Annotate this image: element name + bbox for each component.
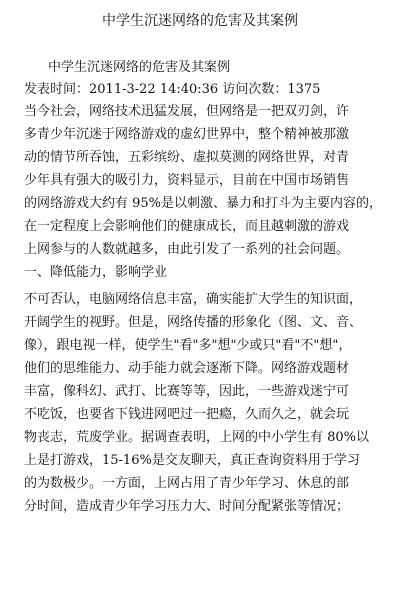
text-line: 他们的思维能力、动手能力就会逐渐下降。网络游戏题材 <box>24 361 350 376</box>
text-line: 上是打游戏，15-16%是交友聊天，真正查询资料用于学习 <box>24 453 360 468</box>
publish-meta: 发表时间：2011-3-22 14:40:36 访问次数：1375 <box>24 82 321 97</box>
text-line: 分时间，造成青少年学习压力大、时间分配紧张等情况； <box>24 499 350 514</box>
text-line: 开阔学生的视野。但是，网络传播的形象化（图、文、音、 <box>24 315 363 330</box>
text-line: 当今社会，网络技术迅猛发展，但网络是一把双刃剑，许 <box>24 104 350 119</box>
text-line: 的网络游戏大约有 95%是以刺激、暴力和打斗为主要内容的， <box>24 196 383 211</box>
article-subtitle: 中学生沉迷网络的危害及其案例 <box>48 60 231 75</box>
text-line: 的为数极少。一方面，上网占用了青少年学习、休息的部 <box>24 476 350 491</box>
text-line: 物丧志，荒废学业。据调查表明，上网的中小学生有 80%以 <box>24 430 370 445</box>
text-line: 少年具有强大的吸引力，资料显示，目前在中国市场销售 <box>24 173 350 188</box>
section-heading: 一、降低能力，影响学业 <box>24 265 168 280</box>
text-line: 动的情节所吞蚀，五彩缤纷、虚拟莫测的网络世界，对青 <box>24 150 350 165</box>
text-line: 像），跟电视一样，使学生"看"多"想"少或只"看"不"想"， <box>24 338 352 353</box>
text-line: 在一定程度上会影响他们的健康成长，而且越刺激的游戏 <box>24 219 350 234</box>
text-line: 不吃饭，也要省下钱进网吧过一把瘾，久而久之，就会玩 <box>24 407 350 422</box>
document-title: 中学生沉迷网络的危害及其案例 <box>102 13 298 29</box>
text-line: 上网参与的人数就越多，由此引发了一系列的社会问题。 <box>24 242 350 257</box>
text-line: 多青少年沉迷于网络游戏的虚幻世界中，整个精神被那激 <box>24 127 350 142</box>
text-line: 不可否认，电脑网络信息丰富，确实能扩大学生的知识面， <box>24 292 363 307</box>
text-line: 丰富，像科幻、武打、比赛等等，因此，一些游戏迷宁可 <box>24 384 350 399</box>
